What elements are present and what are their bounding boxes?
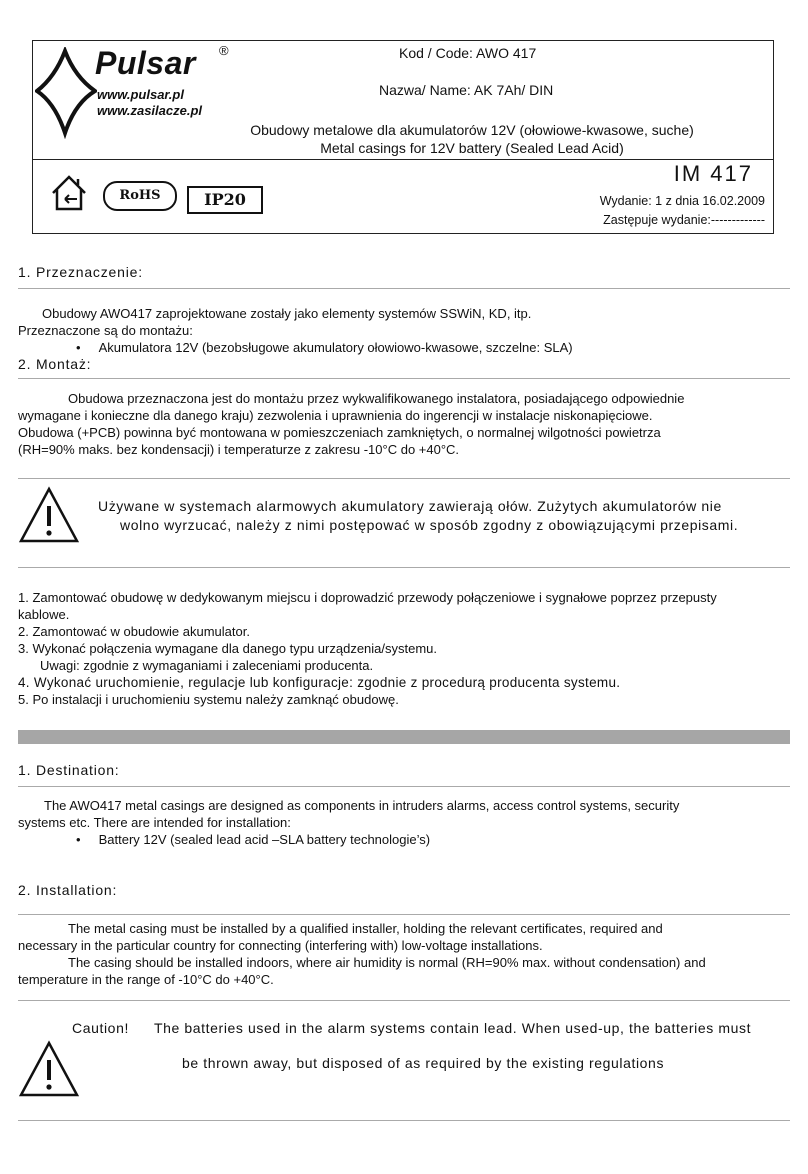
language-separator-bar <box>18 730 790 744</box>
product-description <box>173 121 771 157</box>
section-rule <box>18 914 790 915</box>
step-3: 3. Wykonać połączenia wymagane dla danego typu urządzenia/systemu. <box>18 641 438 656</box>
section-heading-destination: 1. Destination: <box>18 762 120 778</box>
product-name: Nazwa/ Name: AK 7Ah/ DIN <box>379 82 554 98</box>
list-item-text: Akumulatora 12V (bezobsługowe akumulatory ołowiowo-kwasowe, szczelne: SLA) <box>98 340 573 355</box>
description-en: Metal casings for 12V battery (Sealed Lead Acid) <box>320 140 624 156</box>
section-rule <box>18 1000 790 1001</box>
section-rule <box>18 378 790 379</box>
replaces-info: Zastępuje wydanie:------------- <box>603 213 765 227</box>
paragraph-text: Obudowa (+PCB) powinna być montowana w pomieszczeniach zamkniętych, o normalnej wilgotności powietrza <box>18 425 661 440</box>
section-heading-installation: 2. Installation: <box>18 882 118 898</box>
paragraph-text: The metal casing must be installed by a qualified installer, holding the relevant certificates, required and <box>68 921 663 936</box>
paragraph-text: temperature in the range of -10°C do +40°C. <box>18 972 274 987</box>
paragraph-text: Obudowa przeznaczona jest do montażu przez wykwalifikowanego instalatora, posiadającego odpowiednie <box>68 391 685 406</box>
logo-url-pulsar: www.pulsar.pl <box>97 87 184 102</box>
section-rule <box>18 478 790 479</box>
step-3-note: Uwagi: zgodnie z wymaganiami i zaleceniami producenta. <box>40 658 374 673</box>
pulsar-logo-icon <box>35 47 97 139</box>
edition-info: Wydanie: 1 z dnia 16.02.2009 <box>599 194 765 208</box>
logo-registered-mark: ® <box>219 43 229 58</box>
logo-url-zasilacze: www.zasilacze.pl <box>97 103 203 118</box>
warning-text-line1: Używane w systemach alarmowych akumulatory zawierają ołów. Zużytych akumulatorów nie <box>98 498 722 514</box>
step-2: 2. Zamontować w obudowie akumulator. <box>18 624 250 639</box>
product-code: Kod / Code: AWO 417 <box>399 45 537 61</box>
document-id: IM 417 <box>673 161 753 186</box>
section-rule <box>18 288 790 289</box>
logo-name: Pulsar <box>95 45 196 81</box>
section-rule <box>18 567 790 568</box>
paragraph-text: The casing should be installed indoors, where air humidity is normal (RH=90% max. without condensation) and <box>68 955 706 970</box>
document-header <box>32 40 774 234</box>
paragraph-text: Przeznaczone są do montażu: <box>18 323 193 338</box>
step-1-continued: kablowe. <box>18 607 70 622</box>
section-heading-montaz: 2. Montaż: <box>18 356 92 372</box>
paragraph-text: (RH=90% maks. bez kondensacji) i temperaturze z zakresu -10°C do +40°C. <box>18 442 460 457</box>
step-4: 4. Wykonać uruchomienie, regulacje lub konfiguracje: zgodnie z procedurą producenta systemu. <box>18 675 621 690</box>
section-heading-przeznaczenie: 1. Przeznaczenie: <box>18 264 143 280</box>
list-item: • Battery 12V (sealed lead acid –SLA battery technologie’s) <box>76 832 431 847</box>
list-item-text: Battery 12V (sealed lead acid –SLA battery technologie’s) <box>98 832 431 847</box>
section-rule <box>18 786 790 787</box>
paragraph-text: The AWO417 metal casings are designed as components in intruders alarms, access control systems, security <box>44 798 680 813</box>
paragraph-text: systems etc. There are intended for installation: <box>18 815 291 830</box>
rohs-badge: RoHS <box>103 181 177 211</box>
ip20-badge: IP20 <box>187 186 263 214</box>
list-item: • Akumulatora 12V (bezobsługowe akumulatory ołowiowo-kwasowe, szczelne: SLA) <box>76 340 573 355</box>
warning-triangle-icon <box>18 1040 80 1098</box>
caution-label: Caution! <box>72 1020 129 1036</box>
indoor-house-icon <box>49 173 89 213</box>
description-pl: Obudowy metalowe dla akumulatorów 12V (ołowiowe-kwasowe, suche) <box>250 122 694 138</box>
step-5: 5. Po instalacji i uruchomieniu systemu należy zamknąć obudowę. <box>18 692 399 707</box>
step-1: 1. Zamontować obudowę w dedykowanym miejscu i doprowadzić przewody połączeniowe i sygnałowe poprzez przepusty <box>18 590 717 605</box>
paragraph-text: wymagane i konieczne dla danego kraju) zezwolenia i uprawnienia do ingerencji w instalacje niskonapięciowe. <box>18 408 653 423</box>
paragraph-text: necessary in the particular country for connecting (interfering with) low-voltage installations. <box>18 938 543 953</box>
paragraph-text: Obudowy AWO417 zaprojektowane zostały jako elementy systemów SSWiN, KD, itp. <box>42 306 532 321</box>
warning-triangle-icon <box>18 486 80 544</box>
warning-text-line2: be thrown away, but disposed of as required by the existing regulations <box>182 1055 665 1071</box>
warning-text-line1: The batteries used in the alarm systems contain lead. When used-up, the batteries must <box>154 1020 752 1036</box>
header-divider <box>33 159 773 160</box>
warning-text-line2: wolno wyrzucać, należy z nimi postępować w sposób zgodny z obowiązującymi przepisami. <box>120 517 739 533</box>
section-rule <box>18 1120 790 1121</box>
